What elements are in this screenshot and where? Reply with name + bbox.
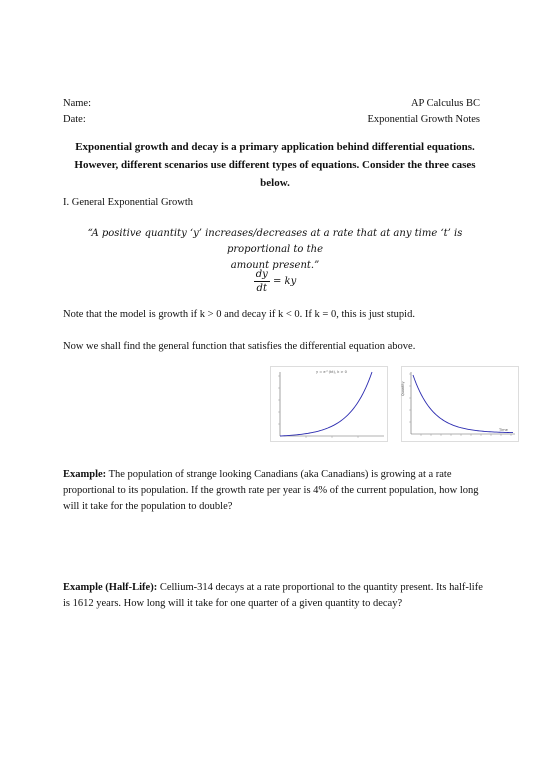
eq-rhs: = ky [272, 276, 297, 287]
intro-line-3: below. [260, 177, 290, 189]
eq-denominator: dt [256, 283, 267, 294]
growth-graph [270, 366, 388, 442]
differential-equation [0, 268, 550, 295]
decay-x-label: Time [499, 428, 508, 432]
intro-paragraph [60, 138, 490, 192]
growth-graph-title: y = e^(kt), k > 0 [316, 370, 347, 374]
half-life-label: Example (Half-Life): [63, 582, 158, 593]
derivative-fraction [254, 268, 270, 295]
section-title: I. General Exponential Growth [63, 197, 194, 208]
quote-line-1: “A positive quantity ‘y’ increases/decreases at a rate that at any time ‘t’ is proportional to the [87, 228, 463, 255]
quote-line-2: amount present.” [230, 260, 320, 271]
intro-line-1: Exponential growth and decay is a primary application behind differential equations. [75, 141, 475, 153]
notes-title: Exponential Growth Notes [367, 114, 480, 125]
example-half-life [63, 580, 487, 612]
example-doubling [63, 467, 487, 515]
header-right [367, 96, 480, 128]
header-left [63, 96, 91, 128]
find-function-text: Now we shall find the general function that satisfies the differential equation above. [63, 341, 416, 352]
growth-decay-note: Note that the model is growth if k > 0 and decay if k < 0. If k = 0, this is just stupid. [63, 309, 415, 320]
decay-y-label: Quantity [401, 381, 405, 396]
half-life-text: Cellium-314 decays at a rate proportional to the quantity present. Its half-life is 1612 years. How long will it take for one quarter of a given quantity to decay? [63, 582, 483, 609]
example-label: Example: [63, 469, 107, 480]
intro-line-2: However, different scenarios use different types of equations. Consider the three cases [74, 159, 476, 171]
definition-quote [68, 226, 482, 274]
decay-graph [401, 366, 519, 442]
course-title: AP Calculus BC [410, 98, 480, 109]
example-text: The population of strange looking Canadians (aka Canadians) is growing at a rate proportional to its population. If the growth rate per year is 4% of the current population, how long will it take for the population to double? [63, 469, 479, 512]
eq-numerator: dy [255, 269, 268, 280]
name-label: Name: [63, 98, 91, 109]
date-label: Date: [63, 114, 86, 125]
